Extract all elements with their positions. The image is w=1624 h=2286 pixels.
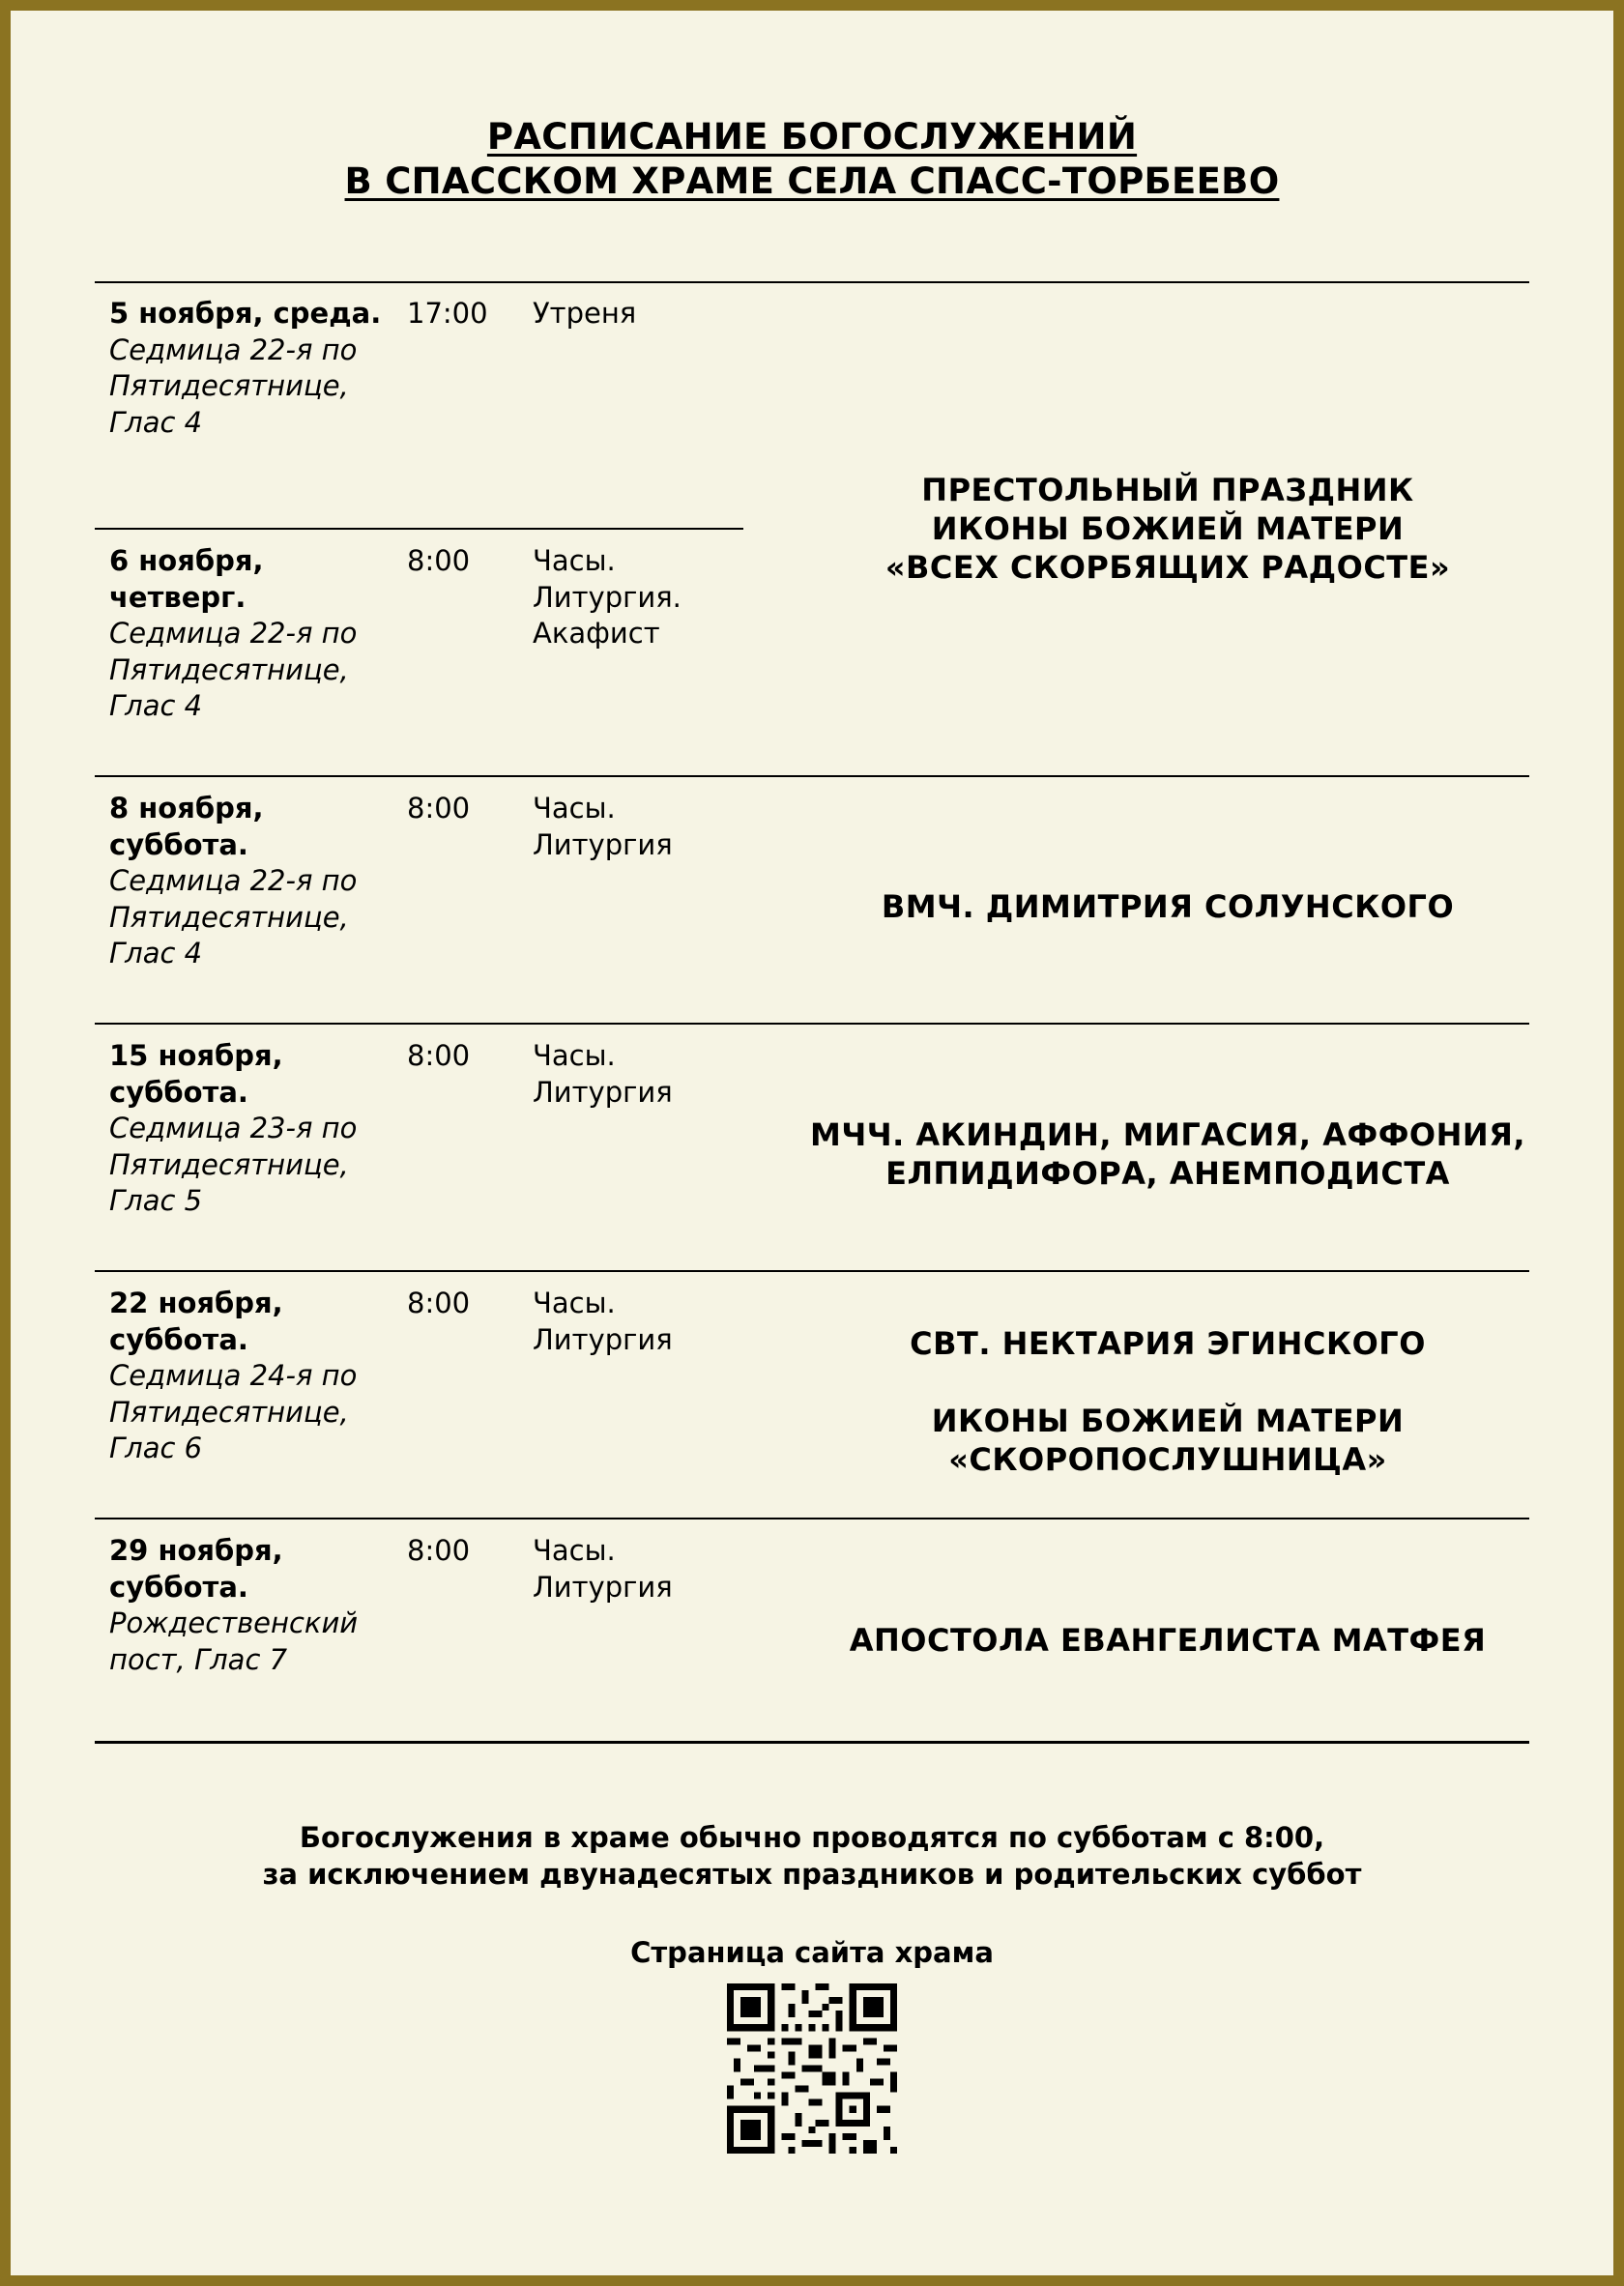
feast-title <box>733 887 1603 926</box>
feast-title <box>733 1324 1603 1479</box>
table-bottom-rule <box>95 1741 1529 1744</box>
service-time: 8:00 <box>407 1039 471 1072</box>
feast-line: ВМЧ. ДИМИТРИЯ СОЛУНСКОГО <box>881 888 1455 925</box>
table-top-rule <box>95 281 1529 283</box>
row-divider <box>95 1518 1529 1519</box>
service-time: 8:00 <box>407 544 471 577</box>
liturgical-week: Рождественский пост, Глас 7 <box>109 1606 359 1676</box>
row-divider <box>95 1270 1529 1272</box>
liturgical-week: Седмица 22-я по Пятидесятнице, Глас 4 <box>109 617 358 722</box>
service-date: 29 ноября, суббота. <box>109 1534 283 1604</box>
title-line-2: В СПАССКОМ ХРАМЕ СЕЛА СПАСС-ТОРБЕЕВО <box>344 160 1280 202</box>
liturgical-week: Седмица 23-я по Пятидесятнице, Глас 5 <box>109 1112 358 1217</box>
note-line-1: Богослужения в храме обычно проводятся по субботам с 8:00, <box>299 1821 1325 1854</box>
row-divider <box>95 1023 1529 1025</box>
service-time: 8:00 <box>407 1287 471 1319</box>
service-name: Часы. Литургия. Акафист <box>533 544 682 650</box>
service-date: 22 ноября, суббота. <box>109 1287 283 1356</box>
schedule-page <box>11 11 1613 2275</box>
feast-title <box>733 1115 1603 1193</box>
service-date: 15 ноября, суббота. <box>109 1039 283 1109</box>
service-time: 8:00 <box>407 792 471 825</box>
service-date: 6 ноября, четверг. <box>109 544 264 614</box>
row-divider <box>95 775 1529 777</box>
feast-line: ПРЕСТОЛЬНЫЙ ПРАЗДНИК <box>921 472 1414 508</box>
service-name: Утреня <box>533 297 637 330</box>
date-cell <box>109 1533 399 1678</box>
schedule-note <box>11 1820 1613 1893</box>
site-label: Страница сайта храма <box>630 1936 994 1969</box>
date-cell <box>109 296 399 441</box>
feast-line: МЧЧ. АКИНДИН, МИГАСИЯ, АФФОНИЯ, <box>810 1116 1525 1153</box>
date-cell <box>109 791 399 972</box>
service-name: Часы. Литургия <box>533 1534 673 1604</box>
service-date: 8 ноября, суббота. <box>109 792 264 861</box>
service-name: Часы. Литургия <box>533 1039 673 1109</box>
feast-line: АПОСТОЛА ЕВАНГЕЛИСТА МАТФЕЯ <box>849 1622 1487 1659</box>
date-cell <box>109 1038 399 1220</box>
service-date: 5 ноября, среда. <box>109 297 382 330</box>
feast-line: СВТ. НЕКТАРИЯ ЭГИНСКОГО <box>910 1325 1426 1362</box>
feast-line: ИКОНЫ БОЖИЕЙ МАТЕРИ <box>931 1403 1405 1439</box>
feast-line: ИКОНЫ БОЖИЕЙ МАТЕРИ <box>931 510 1405 547</box>
date-cell <box>109 543 399 725</box>
service-time: 17:00 <box>407 297 488 330</box>
feast-line: «СКОРОПОСЛУШНИЦА» <box>948 1441 1387 1478</box>
feast-title <box>733 471 1603 587</box>
liturgical-week: Седмица 22-я по Пятидесятнице, Глас 4 <box>109 333 358 439</box>
qr-code-icon[interactable] <box>727 1983 897 2154</box>
title-line-1: РАСПИСАНИЕ БОГОСЛУЖЕНИЙ <box>486 116 1138 158</box>
liturgical-week: Седмица 24-я по Пятидесятнице, Глас 6 <box>109 1359 358 1464</box>
service-name: Часы. Литургия <box>533 1287 673 1356</box>
service-name: Часы. Литургия <box>533 792 673 861</box>
feast-line: ЕЛПИДИФОРА, АНЕМПОДИСТА <box>885 1155 1450 1192</box>
feast-title <box>733 1621 1603 1660</box>
page-title <box>11 115 1613 204</box>
liturgical-week: Седмица 22-я по Пятидесятнице, Глас 4 <box>109 864 358 969</box>
service-time: 8:00 <box>407 1534 471 1567</box>
note-line-2: за исключением двунадесятых праздников и родительских суббот <box>262 1857 1362 1891</box>
row-divider <box>95 528 743 530</box>
date-cell <box>109 1286 399 1467</box>
feast-line: «ВСЕХ СКОРБЯЩИХ РАДОСТЕ» <box>884 549 1451 586</box>
